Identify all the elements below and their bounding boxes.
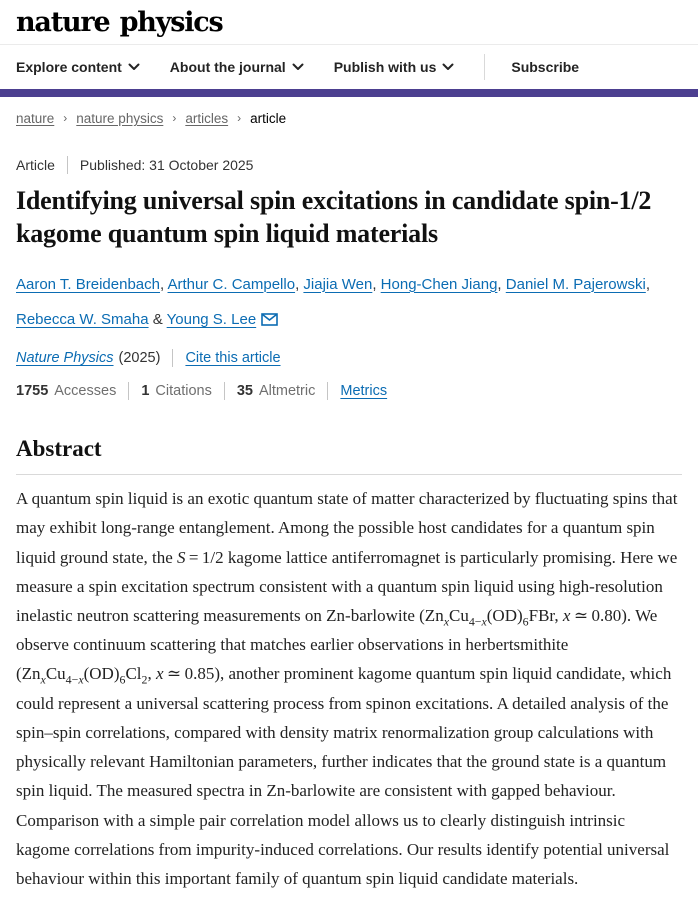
breadcrumb-chevron-icon: ›: [237, 110, 242, 125]
article-meta: [16, 156, 682, 174]
chevron-down-icon: [292, 63, 304, 71]
citations-metric: [141, 383, 212, 399]
chevron-down-icon: [128, 63, 140, 71]
metrics-row: [16, 382, 682, 400]
nav-divider: [484, 54, 485, 80]
author-separator: ,: [160, 275, 168, 293]
breadcrumb-chevron-icon: ›: [63, 110, 68, 125]
cite-this-article-link[interactable]: Cite this article: [185, 350, 281, 367]
author-list: [16, 267, 682, 340]
author-separator: ,: [372, 275, 381, 293]
nav-explore-content[interactable]: [16, 59, 140, 75]
nav-explore-content-label: Explore content: [16, 59, 122, 75]
chevron-down-icon: [442, 63, 454, 71]
breadcrumb: [0, 97, 698, 136]
brand-accent-bar: [0, 89, 698, 97]
meta-divider: [67, 156, 68, 174]
breadcrumb-nature[interactable]: nature: [16, 111, 55, 126]
nav-about-the-journal[interactable]: [170, 59, 304, 75]
nav-publish-with-us-label: Publish with us: [333, 59, 437, 75]
meta-divider: [327, 382, 328, 400]
author-link-lee[interactable]: Young S. Lee: [166, 310, 257, 328]
author-link-campello[interactable]: Arthur C. Campello: [167, 275, 296, 293]
masthead: [0, 0, 698, 44]
article-type-label: Article: [16, 157, 55, 173]
citations-label: Citations: [155, 383, 212, 400]
article-content: [0, 156, 698, 893]
breadcrumb-articles[interactable]: articles: [185, 111, 229, 126]
journal-year: (2025): [118, 350, 161, 367]
author-separator: ,: [645, 275, 650, 293]
altmetric-label: Altmetric: [258, 383, 316, 400]
journal-citation-line: [16, 349, 682, 367]
author-link-wen[interactable]: Jiajia Wen: [303, 275, 373, 293]
altmetric-count: 35: [236, 383, 253, 400]
author-link-pajerowski[interactable]: Daniel M. Pajerowski: [505, 275, 646, 293]
nav-subscribe[interactable]: [511, 59, 579, 75]
accesses-count: 1755: [16, 383, 49, 400]
meta-divider: [172, 349, 173, 367]
accesses-metric: [16, 383, 116, 399]
author-separator: ,: [295, 275, 304, 293]
site-header: [0, 0, 698, 97]
author-separator: ,: [497, 275, 506, 293]
nav-about-the-journal-label: About the journal: [169, 59, 286, 75]
author-conjunction: &: [148, 310, 167, 328]
breadcrumb-nature-physics[interactable]: nature physics: [76, 111, 164, 126]
author-link-breidenbach[interactable]: Aaron T. Breidenbach: [16, 275, 160, 293]
altmetric-metric: [237, 383, 316, 399]
nav-subscribe-label: Subscribe: [511, 59, 580, 75]
page-title: Identifying universal spin excitations in candidate spin-1/2 kagome quantum spin liquid materials: [16, 186, 652, 249]
published-date: Published: 31 October 2025: [79, 157, 254, 173]
author-link-smaha[interactable]: Rebecca W. Smaha: [16, 310, 149, 328]
metrics-link[interactable]: Metrics: [340, 383, 388, 400]
email-icon[interactable]: [261, 304, 278, 339]
nav-publish-with-us[interactable]: [334, 59, 455, 75]
accesses-label: Accesses: [54, 383, 117, 400]
breadcrumb-current-article: article: [250, 111, 287, 126]
citations-count: 1: [141, 383, 150, 400]
journal-name-link[interactable]: Nature Physics: [16, 350, 114, 367]
meta-divider: [128, 382, 129, 400]
breadcrumb-chevron-icon: ›: [172, 110, 177, 125]
main-navigation: [0, 45, 698, 89]
abstract-heading: Abstract: [16, 436, 102, 462]
abstract-divider: [16, 474, 682, 475]
meta-divider: [224, 382, 225, 400]
author-link-jiang[interactable]: Hong-Chen Jiang: [380, 275, 498, 293]
abstract-text: A quantum spin liquid is an exotic quantum state of matter characterized by fluctuating spins that may exhibit long-range entanglement. Among the possible host candidates for a quantum spin liquid ground state, the S = 1/2 kagome lattice antiferromagnet is particularly promising. Here we measure a spin excitation spectrum consistent with a quantum spin liquid using high-resolution inelastic neutron scattering measurements on Zn-barlowite ($Zn_xCu_{4-x}(OD)_6FBr$, x ≃ 0.80). We observe continuum scattering that matches earlier observations in herbertsmithite ($Zn_xCu_{4-x}(OD)_6Cl_2$, x ≃ 0.85), another prominent kagome quantum spin liquid candidate, which could represent a universal scattering process from spinon excitations. A detailed analysis of the spin–spin correlations, compared with density matrix renormalization group calculations with physically relevant Hamiltonian parameters, further indicates that the ground state is a quantum spin liquid. The measured spectra in Zn-barlowite are consistent with gapped behaviour. Comparison with a simple pair correlation model allows us to clearly distinguish intrinsic kagome correlations from impurity-induced correlations. Our results identify potential universal behaviour within this important family of quantum spin liquid candidate materials.: [16, 489, 678, 889]
abstract-section: [16, 436, 682, 893]
nature-physics-logo[interactable]: nature physics: [16, 7, 223, 38]
